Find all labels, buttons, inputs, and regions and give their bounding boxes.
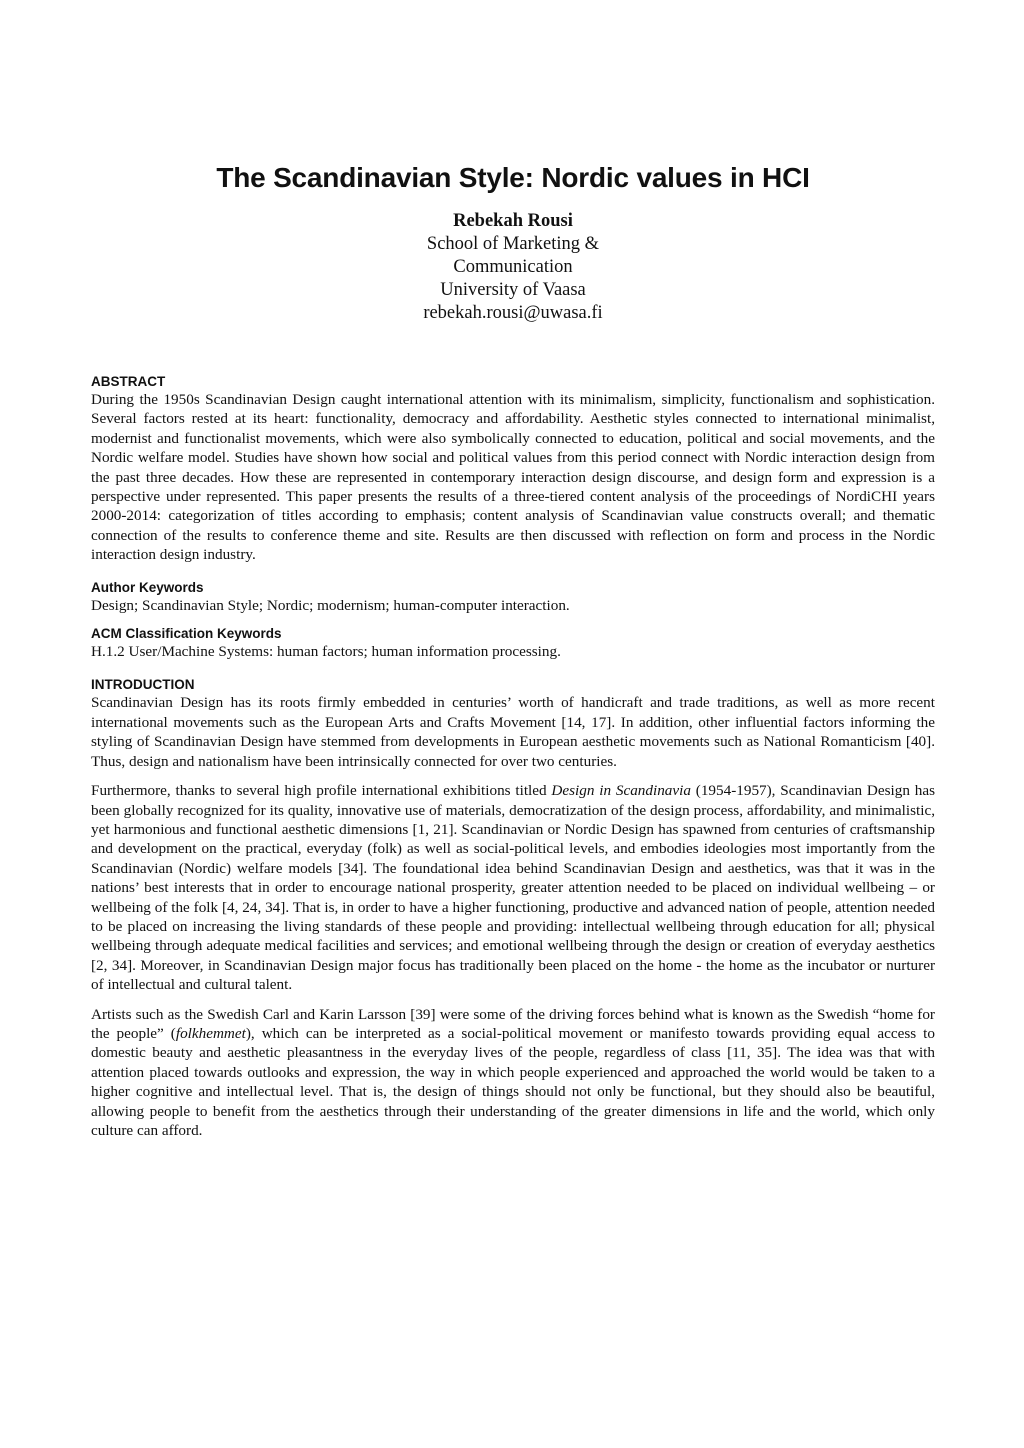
acm-keywords-heading: ACM Classification Keywords xyxy=(91,626,282,642)
abstract-text: During the 1950s Scandinavian Design caught international attention with its minimalism, simplicity, functionalism and sophistication. Several factors rested at its heart: functionality, democracy and affordability. Aesthetic styles connected to international minimalist, modernist and functionalist movements, which were also symbolically connected to education, political and social movements, and the Nordic welfare model. Studies have shown how social and political values from this period connect with Nordic interaction design from the past three decades. How these are represented in contemporary interaction design discourse, and design form and expression is a perspective under represented. This paper presents the results of a three-tiered content analysis of the proceedings of NordiCHI years 2000-2014: categorization of titles according to emphasis; content analysis of Scandinavian value constructs overall; and thematic connection of the results to conference theme and site. Results are then discussed with reflection on form and process in the Nordic interaction design industry. xyxy=(91,391,935,564)
intro-p2-text-end: (1954-1957), Scandinavian Design has been globally recognized for its quality, innovative use of materials, democratization of the design process, affordability, and minimalistic, yet harmonious and functional aesthetic dimensions [1, 21]. Scandinavian or Nordic Design has spawned from centuries of craftsmanship and development on the practical, everyday (folk) as well as social-political levels, and embodies ideologies most importantly from the Scandinavian (Nordic) welfare models [34]. The foundational idea behind Scandinavian Design and aesthetics, was that it was in the nations’ best interests that in order to encourage national prosperity, greater attention needed to be placed on individual wellbeing – or wellbeing of the folk [4, 24, 34]. That is, in order to have a higher functioning, productive and advanced nation of people, attention needed to be placed on increasing the living standards of these people and providing: intellectual wellbeing through education for all; physical wellbeing through adequate medical facilities and services; and emotional wellbeing through the design or creation of everyday aesthetics [2, 34]. Moreover, in Scandinavian Design major focus has traditionally been placed on the home - the home as the incubator or nurturer of intellectual and cultural talent. xyxy=(91,782,935,994)
intro-p2-text-start: Furthermore, thanks to several high profile international exhibitions titled xyxy=(91,782,552,800)
paper-page xyxy=(91,162,935,1140)
introduction-heading: INTRODUCTION xyxy=(91,677,195,693)
author-keywords-heading: Author Keywords xyxy=(91,579,204,595)
introduction-paragraph-3 xyxy=(91,1005,935,1141)
author-department-line2: Communication xyxy=(453,257,573,277)
author-department-line1: School of Marketing & xyxy=(426,234,600,254)
acm-keywords-text: H.1.2 User/Machine Systems: human factors; human information processing. xyxy=(91,643,561,661)
intro-p3-folkhemmet-term: folkhemmet xyxy=(175,1024,246,1042)
introduction-paragraph-1: Scandinavian Design has its roots firmly embedded in centuries’ worth of handicraft and trade traditions, as well as more recent international movements such as the European Arts and Crafts Movement [14, 17]. In addition, other influential factors informing the styling of Scandinavian Design have stemmed from developments in European aesthetic movements such as National Romanticism [40]. Thus, design and nationalism have been intrinsically connected for over two centuries. xyxy=(91,694,935,770)
author-keywords-text: Design; Scandinavian Style; Nordic; modernism; human-computer interaction. xyxy=(91,596,570,614)
author-email[interactable]: rebekah.rousi@uwasa.fi xyxy=(423,303,603,323)
author-block xyxy=(91,210,935,325)
paper-title: The Scandinavian Style: Nordic values in HCI xyxy=(216,162,810,193)
intro-p2-exhibition-title: Design in Scandinavia xyxy=(551,782,691,800)
intro-p3-text-end: ), which can be interpreted as a social-political movement or manifesto towards providing equal access to domestic beauty and aesthetic pleasantness in the everyday lives of the people, regardless of class [11, 35]. The idea was that with attention placed towards outlooks and expression, the way in which people experienced and approached the world would be taken to a higher cognitive and intellectual level. That is, the design of things should not only be functional, but they should also be beautiful, allowing people to benefit from the aesthetics through their understanding of the greater dimensions in life and the world, which only culture can afford. xyxy=(91,1024,935,1139)
abstract-heading: ABSTRACT xyxy=(91,374,166,389)
author-university: University of Vaasa xyxy=(440,280,586,300)
introduction-paragraph-2 xyxy=(91,781,935,994)
author-name: Rebekah Rousi xyxy=(453,211,573,231)
intro-p3-text-start: Artists such as the Swedish Carl and Karin Larsson [39] were some of the driving forces behind what is known as the Swedish “home for the people” ( xyxy=(91,1005,935,1042)
